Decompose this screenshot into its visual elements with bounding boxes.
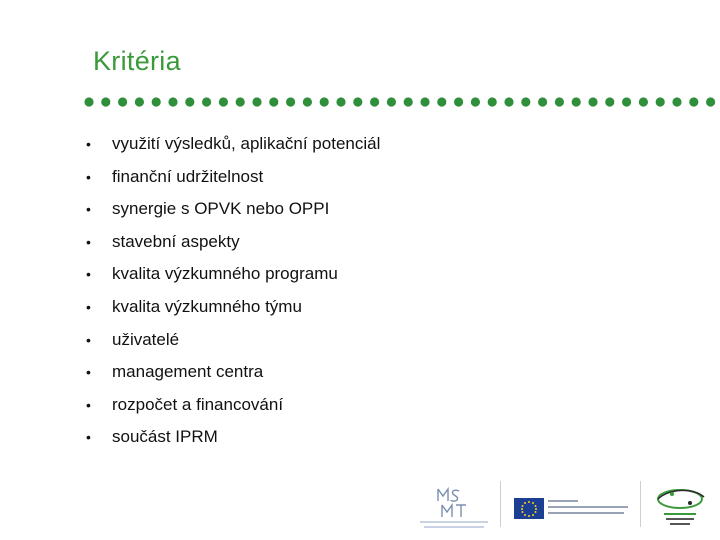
list-item: [86, 226, 380, 259]
separator-dot: [437, 97, 446, 106]
separator-dot: [521, 97, 530, 106]
separator-dot: [504, 97, 513, 106]
separator-dot: [152, 97, 161, 106]
eu-flag-logo-icon: [514, 497, 634, 521]
separator-dot: [672, 97, 681, 106]
bullet-icon: •: [86, 364, 91, 381]
separator-dot: [269, 97, 278, 106]
separator-dot: [538, 97, 547, 106]
separator-dot: [286, 97, 295, 106]
list-item-text: stavební aspekty: [112, 231, 240, 251]
separator-dot: [420, 97, 429, 106]
logo-divider: [500, 481, 501, 527]
list-item: [86, 324, 380, 357]
bullet-icon: •: [86, 233, 91, 250]
list-item-text: součást IPRM: [112, 427, 218, 447]
separator-dot: [118, 97, 127, 106]
separator-dot: [236, 97, 245, 106]
separator-dot: [252, 97, 261, 106]
list-item-text: synergie s OPVK nebo OPPI: [112, 199, 330, 219]
separator-dot: [219, 97, 228, 106]
separator-dot: [689, 97, 698, 106]
dotted-separator: [82, 95, 720, 109]
list-item-text: kvalita výzkumného programu: [112, 264, 338, 284]
separator-dot: [84, 97, 93, 106]
bullet-icon: •: [86, 396, 91, 413]
separator-dot: [454, 97, 463, 106]
separator-dot: [572, 97, 581, 106]
op-vyzkum-a-vyvoj-logo-icon: [650, 481, 710, 531]
list-item-text: využití výsledků, aplikační potenciál: [112, 134, 381, 153]
bullet-icon: •: [86, 168, 91, 185]
bullet-icon: •: [86, 266, 91, 283]
separator-dot: [588, 97, 597, 106]
separator-dot: [320, 97, 329, 106]
slide-title: Kritéria: [93, 46, 181, 76]
list-item: [86, 161, 380, 194]
separator-dot: [101, 97, 110, 106]
list-item: [86, 258, 380, 291]
criteria-list: [86, 128, 380, 454]
list-item-text: management centra: [112, 362, 264, 382]
list-item: [86, 291, 380, 324]
separator-dot: [605, 97, 614, 106]
separator-dot: [639, 97, 648, 106]
list-item: [86, 128, 380, 161]
separator-dot: [555, 97, 564, 106]
separator-dot: [471, 97, 480, 106]
footer-logos: [0, 475, 720, 540]
separator-dot: [370, 97, 379, 106]
separator-dot: [185, 97, 194, 106]
bullet-icon: •: [86, 136, 91, 152]
list-item-text: rozpočet a financování: [112, 394, 284, 414]
list-item: [86, 356, 380, 389]
bullet-icon: •: [86, 331, 91, 348]
logo-divider: [640, 481, 641, 527]
separator-dot: [488, 97, 497, 106]
list-item-text: uživatelé: [112, 329, 180, 349]
bullet-icon: •: [86, 201, 91, 218]
list-item-text: finanční udržitelnost: [112, 166, 264, 186]
list-item: [86, 389, 380, 422]
separator-dot: [656, 97, 665, 106]
separator-dot: [404, 97, 413, 106]
list-item: [86, 421, 380, 454]
separator-dot: [303, 97, 312, 106]
msmt-logo-icon: [418, 485, 490, 533]
separator-dot: [135, 97, 144, 106]
bullet-icon: •: [86, 429, 91, 446]
separator-dot: [353, 97, 362, 106]
list-item-text: kvalita výzkumného týmu: [112, 296, 302, 316]
bullet-icon: •: [86, 298, 91, 315]
separator-dot: [168, 97, 177, 106]
list-item: [86, 193, 380, 226]
separator-dot: [387, 97, 396, 106]
separator-dot: [336, 97, 345, 106]
separator-dot: [706, 97, 715, 106]
separator-dot: [202, 97, 211, 106]
separator-dot: [622, 97, 631, 106]
